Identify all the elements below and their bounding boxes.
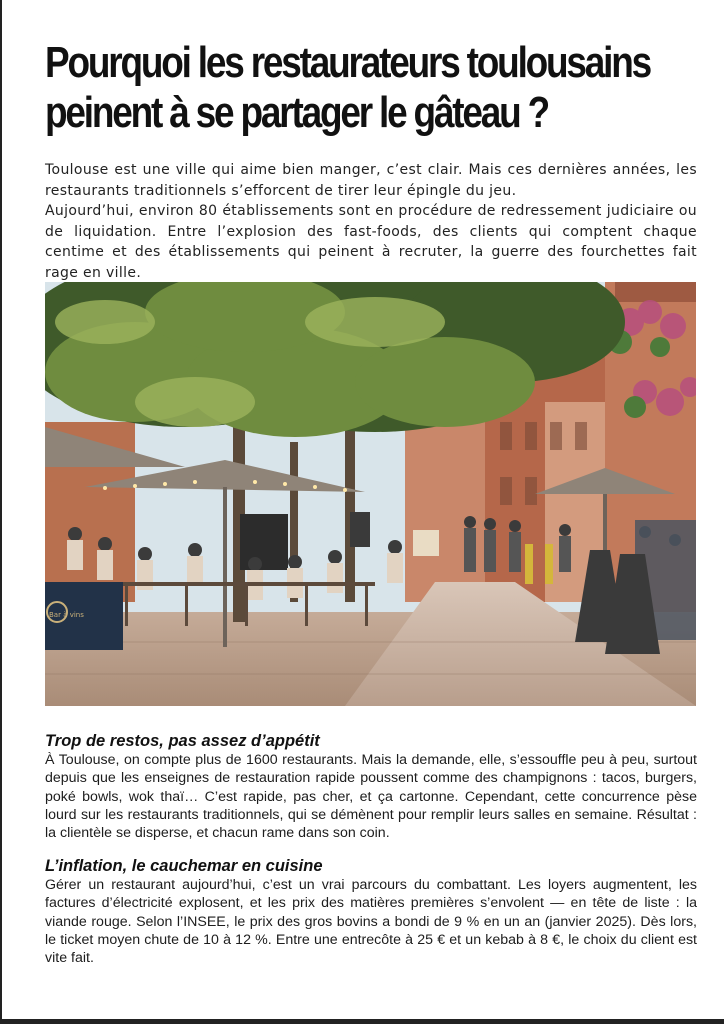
article-title — [45, 38, 709, 138]
street-terrace-photo — [45, 282, 696, 706]
section-inflation — [45, 856, 697, 967]
intro-paragraph-2: Aujourd’hui, environ 80 établissements sont en procédure de redressement judiciaire ou de liquidation. Entre l’explosion des fast-foods, des clients qui comptent chaque centime et des établissements qui peinent à recruter, la guerre des fourchettes fait rage en ville. — [45, 203, 697, 281]
section-body: Gérer un restaurant aujourd’hui, c’est un vrai parcours du combattant. Les loyers augmentent, les factures d’électricité explosent, et les prix des matières premières s’envolent — en tête de liste : la viande rouge. Selon l’INSEE, le prix des gros bovins a bondi de 9 % en un an (janvier 2025). Dès lors, le ticket moyen chute de 10 à 12 %. Entre une entrecôte à 25 € et un kebab à 8 €, le choix du client est vite fait. — [45, 877, 697, 967]
section-too-many-restaurants — [45, 731, 697, 842]
terrace-scene-illustration — [45, 282, 696, 706]
section-body: À Toulouse, on compte plus de 1600 restaurants. Mais la demande, elle, s’essouffle peu à peu, surtout depuis que les enseignes de restauration rapide poussent comme des champignons : tacos, burgers, poké bowls, wok thaï… C’est rapide, pas cher, et ça cartonne. Cependant, cette concurrence pèse lourd sur les restaurants traditionnels, qui se démènent pour remplir leurs salles en semaine. Résultat : la clientèle se disperse, et chacun rame dans son coin. — [45, 752, 697, 842]
photo-shop-sign: Bar à vins — [49, 611, 84, 619]
page-edge-bottom — [0, 1019, 724, 1024]
section-heading: Trop de restos, pas assez d’appétit — [45, 732, 320, 750]
page-edge-left — [0, 0, 2, 1024]
section-heading: L’inflation, le cauchemar en cuisine — [45, 857, 323, 875]
article-intro — [45, 160, 697, 283]
article-title-line-1: Pourquoi les restaurateurs toulousains — [45, 38, 651, 87]
intro-paragraph-1: Toulouse est une ville qui aime bien manger, c’est clair. Mais ces dernières années, les restaurants traditionnels s’efforcent de tirer leur épingle du jeu. — [45, 162, 697, 199]
article-title-line-2: peinent à se partager le gâteau ? — [45, 88, 549, 137]
